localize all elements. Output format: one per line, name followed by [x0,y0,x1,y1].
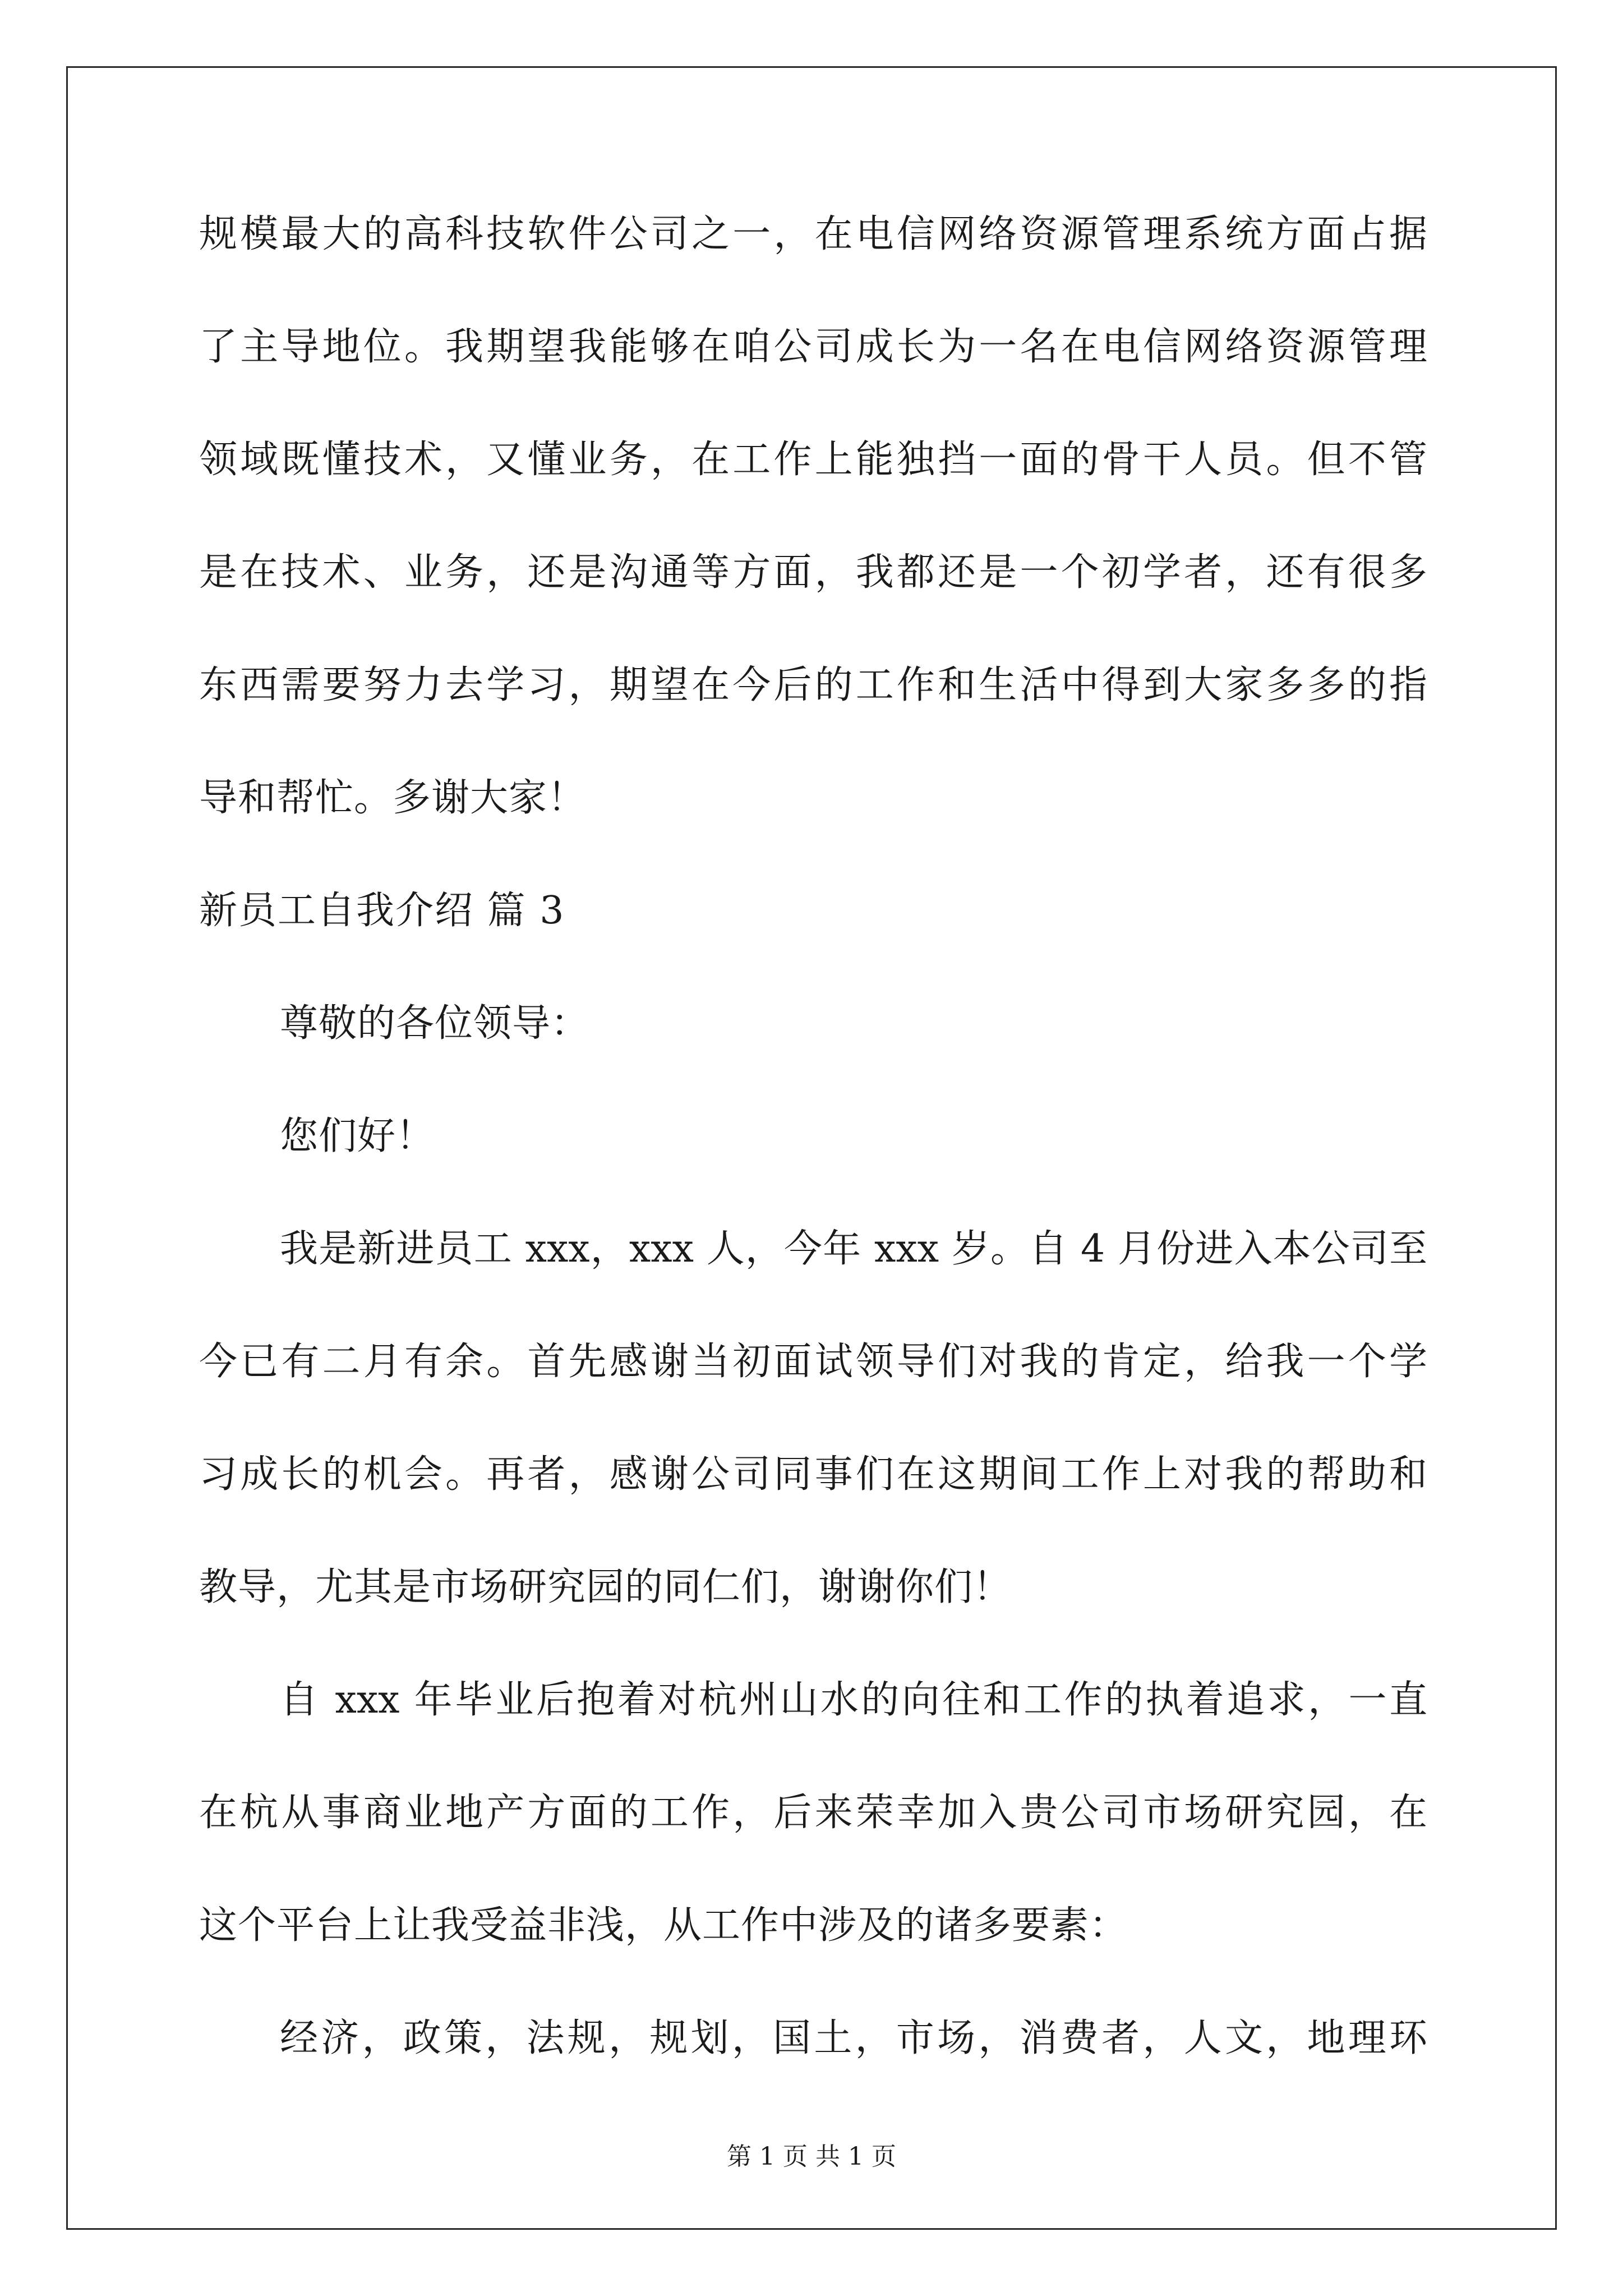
body-line: 东西需要努力去学习，期望在今后的工作和生活中得到大家多多的指 [199,663,1427,707]
body-line: 自 xxx 年毕业后抱着对杭州山水的向往和工作的执着追求，一直 [280,1678,1427,1722]
body-line: 习成长的机会。再者，感谢公司同事们在这期间工作上对我的帮助和 [199,1452,1427,1497]
body-line: 规模最大的高科技软件公司之一，在电信网络资源管理系统方面占据 [199,212,1427,256]
body-line: 了主导地位。我期望我能够在咱公司成长为一名在电信网络资源管理 [199,325,1427,369]
body-line: 导和帮忙。多谢大家！ [199,776,587,820]
body-line: 今已有二月有余。首先感谢当初面试领导们对我的肯定，给我一个学 [199,1340,1427,1384]
body-line: 在杭从事商业地产方面的工作，后来荣幸加入贵公司市场研究园，在 [199,1791,1427,1835]
body-line: 经济，政策，法规，规划，国土，市场，消费者，人文，地理环 [280,2016,1427,2060]
body-line: 我是新进员工 xxx，xxx 人，今年 xxx 岁。自 4 月份进入本公司至 [280,1227,1427,1271]
document-body [199,213,1427,2130]
section-heading: 新员工自我介绍 篇 3 [199,889,565,933]
greeting: 您们好！ [280,1114,435,1158]
page-footer: 第 1 页 共 1 页 [727,2142,896,2171]
body-line: 这个平台上让我受益非浅，从工作中涉及的诸多要素： [199,1903,1128,1948]
body-line: 是在技术、业务，还是沟通等方面，我都还是一个初学者，还有很多 [199,550,1427,595]
body-line: 教导，尤其是市场研究园的同仁们，谢谢你们！ [199,1565,1012,1609]
salutation: 尊敬的各位领导： [280,1001,590,1046]
body-line: 领域既懂技术，又懂业务，在工作上能独挡一面的骨干人员。但不管 [199,438,1427,482]
